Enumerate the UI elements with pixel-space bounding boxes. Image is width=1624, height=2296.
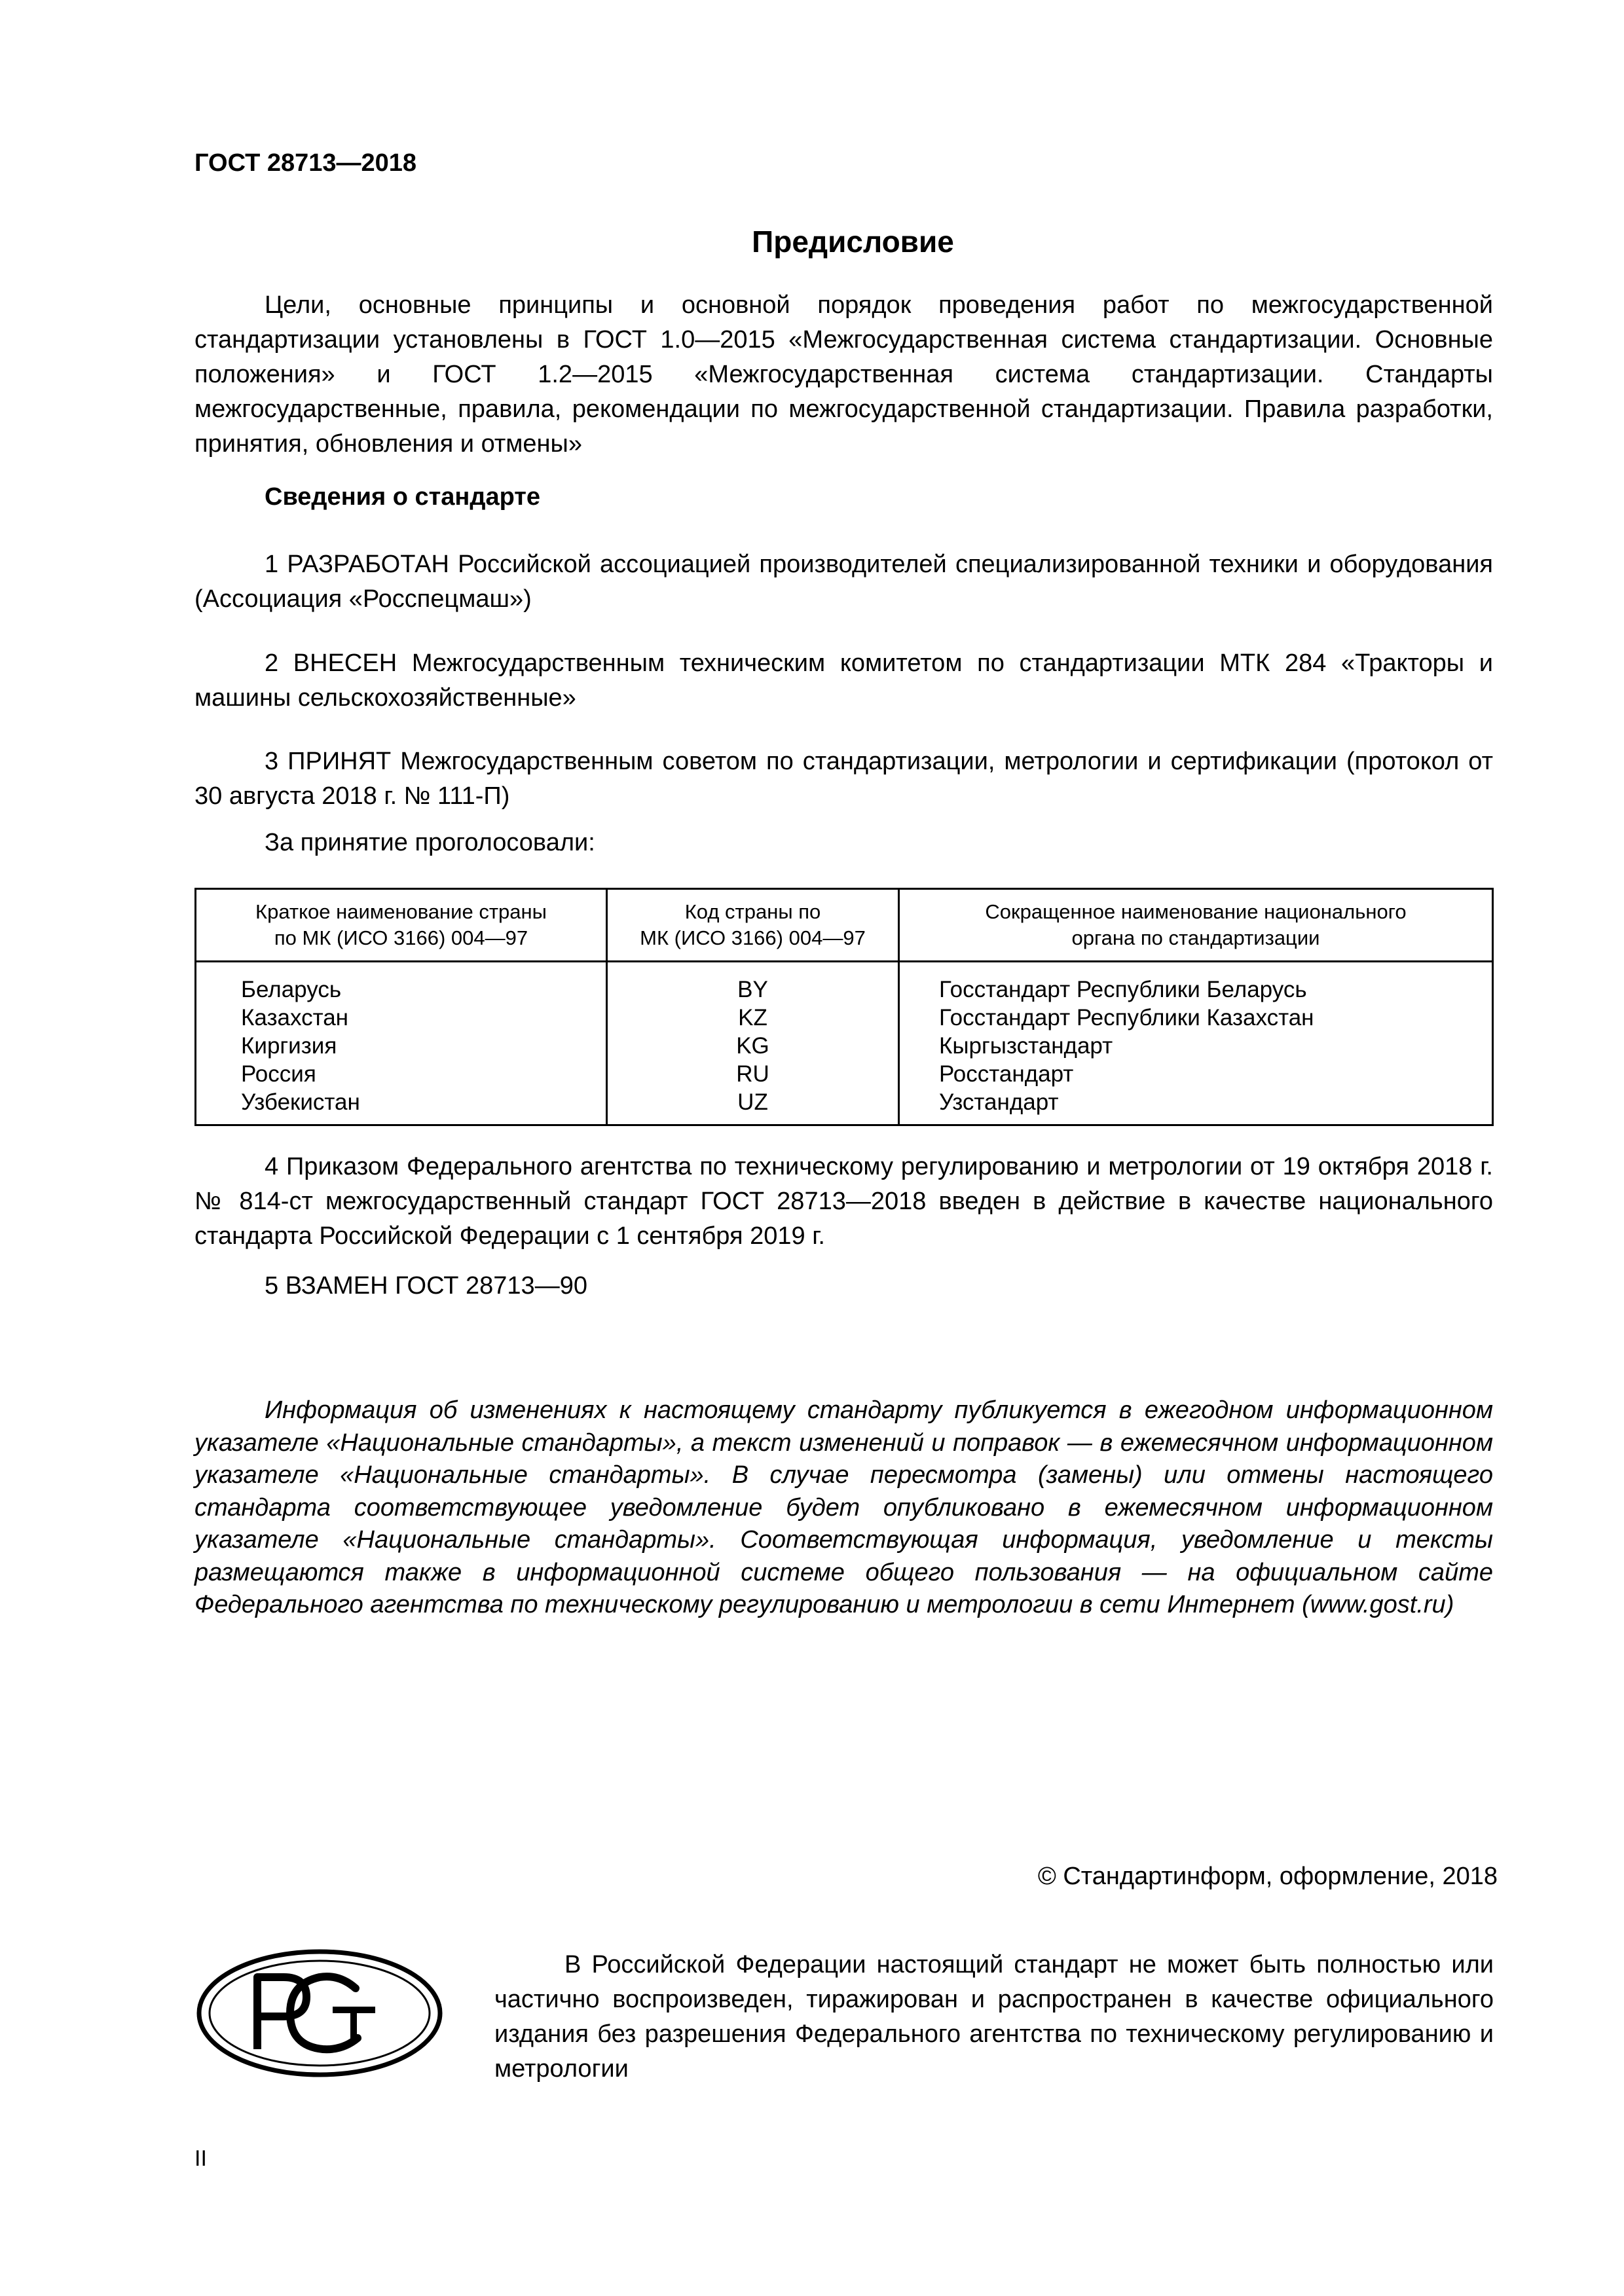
country-code: BY xyxy=(737,977,768,1002)
vote-label: За принятие проголосовали: xyxy=(265,829,595,856)
country-name: Казахстан xyxy=(241,1005,349,1030)
header-standards-body: Сокращенное наименование национального органа по стандартизации xyxy=(899,889,1493,962)
document-code: ГОСТ 28713—2018 xyxy=(194,149,417,177)
standards-body: Узстандарт xyxy=(939,1089,1059,1115)
standards-body: Госстандарт Республики Беларусь xyxy=(939,977,1307,1002)
rst-certification-mark-icon xyxy=(195,1948,444,2082)
country-name: Беларусь xyxy=(241,977,342,1002)
header-country-name: Краткое наименование страны по МК (ИСО 3166) 004—97 xyxy=(196,889,607,962)
item-2-introduced: 2 ВНЕСЕН Межгосударственным техническим комитетом по стандартизации МТК 284 «Тракторы и машины сельскохозяйственные» xyxy=(194,649,1493,712)
standards-body: Росстандарт xyxy=(939,1061,1074,1087)
country-code: UZ xyxy=(737,1089,768,1115)
item-1-developed: 1 РАЗРАБОТАН Российской ассоциацией производителей специализированной техники и оборудования (Ассоциация «Росспецмаш») xyxy=(194,551,1493,613)
voting-countries-table xyxy=(194,888,1494,1126)
table-body-row xyxy=(196,962,1493,1125)
changes-notice: Информация об изменениях к настоящему стандарту публикуется в ежегодном информационном указателе «Национальные стандарты», а текст изменений и поправок — в ежемесячном информационном указателе «Национальные стандарты». В случае пересмотра (замены) или отмены настоящего стандарта соответствующее уведомление будет опубликовано в ежемесячном информационном указателе «Национальные стандарты». Соответствующая информация, уведомление и тексты размещаются также в информационной системе общего пользования — на официальном сайте Федерального агентства по техническому регулированию и метрологии в сети Интернет (www.gost.ru) xyxy=(194,1396,1493,1618)
country-codes-cell xyxy=(607,962,899,1125)
country-name: Узбекистан xyxy=(241,1089,360,1115)
item-3-adopted: 3 ПРИНЯТ Межгосударственным советом по стандартизации, метрологии и сертификации (протокол от 30 августа 2018 г. № 111-П) xyxy=(194,748,1493,810)
copyright-notice: © Стандартинформ, оформление, 2018 xyxy=(1037,1863,1498,1890)
item-5-replaces: 5 ВЗАМЕН ГОСТ 28713—90 xyxy=(265,1272,587,1300)
standards-body: Кыргызстандарт xyxy=(939,1033,1113,1059)
page-title: Предисловие xyxy=(752,225,954,259)
country-code: KZ xyxy=(738,1005,767,1030)
standards-bodies-cell xyxy=(899,962,1493,1125)
country-names-cell xyxy=(196,962,607,1125)
header-country-code: Код страны по МК (ИСО 3166) 004—97 xyxy=(607,889,899,962)
country-code: KG xyxy=(736,1033,769,1059)
reproduction-rights-notice: В Российской Федерации настоящий стандарт не может быть полностью или частично воспроизведен, тиражирован и распространен в качестве официального издания без разрешения Федерального агентства по техническому регулированию и метрологии xyxy=(494,1951,1494,2083)
intro-paragraph: Цели, основные принципы и основной порядок проведения работ по межгосударственной стандартизации установлены в ГОСТ 1.0—2015 «Межгосударственная система стандартизации. Основные положения» и ГОСТ 1.2—2015 «Межгосударственная система стандартизации. Стандарты межгосударственные, правила, рекомендации по межгосударственной стандартизации. Правила разработки, принятия, обновления и отмены» xyxy=(194,291,1493,458)
country-name: Киргизия xyxy=(241,1033,337,1059)
country-code: RU xyxy=(736,1061,769,1087)
country-name: Россия xyxy=(241,1061,316,1087)
info-heading: Сведения о стандарте xyxy=(265,483,541,511)
item-4-enacted: 4 Приказом Федерального агентства по техническому регулированию и метрологии от 19 октября 2018 г. № 814-ст межгосударственный стандарт ГОСТ 28713—2018 введен в действие в качестве национального стандарта Российской Федерации с 1 сентября 2019 г. xyxy=(194,1153,1493,1250)
table-header-row xyxy=(196,889,1493,962)
standards-body: Госстандарт Республики Казахстан xyxy=(939,1005,1314,1030)
page-number: II xyxy=(194,2146,207,2171)
